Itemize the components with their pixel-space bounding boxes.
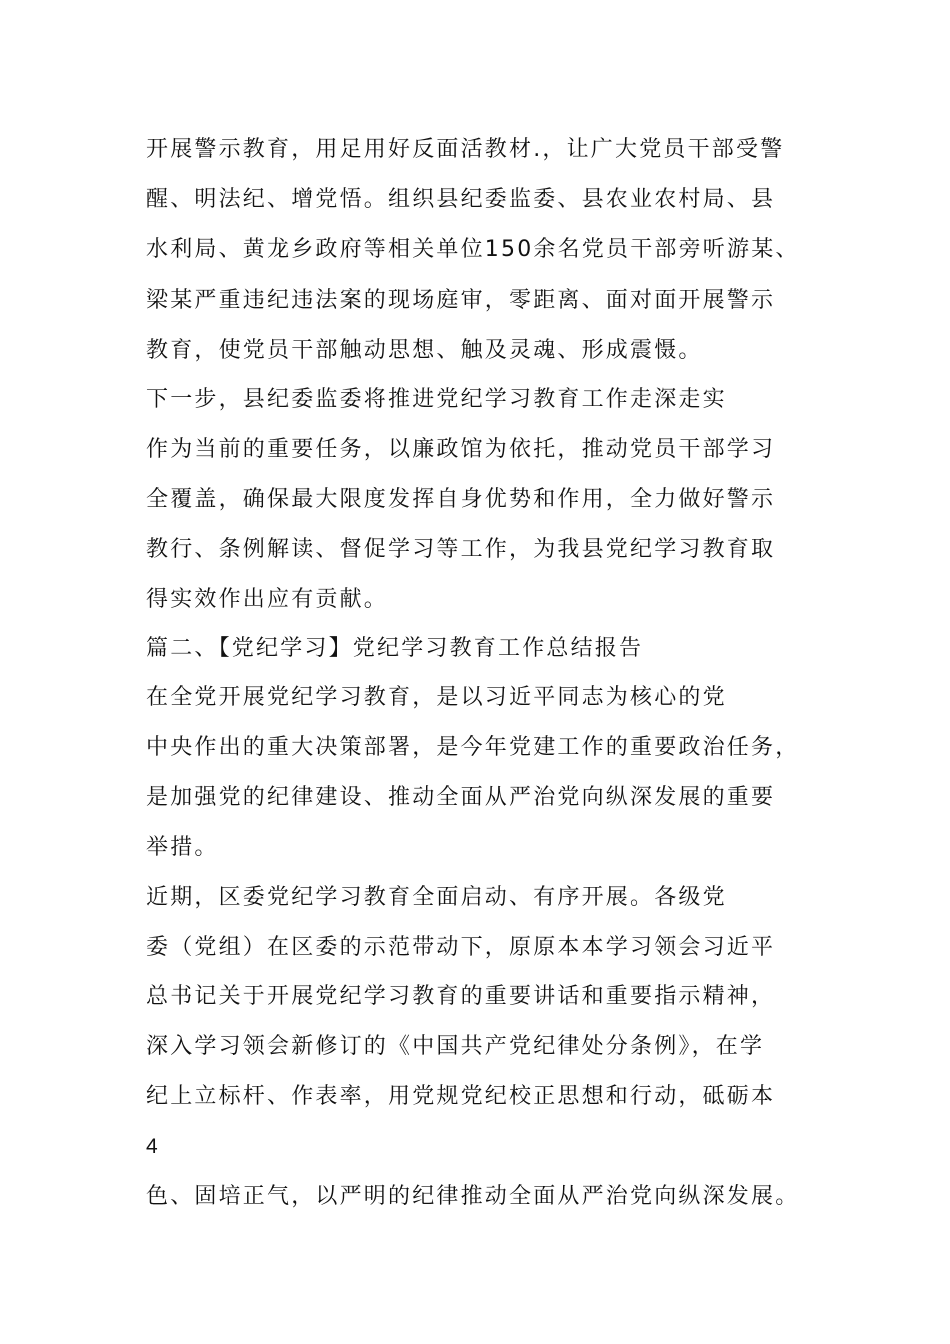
text-line: 中央作出的重大决策部署，是今年党建工作的重要政治任务，	[146, 735, 800, 760]
text-line: 是加强党的纪律建设、推动全面从严治党向纵深发展的重要	[146, 785, 776, 810]
text-line: 得实效作出应有贡献。	[146, 587, 389, 612]
text-line: 教育，使党员干部触动思想、触及灵魂、形成震慑。	[146, 338, 703, 363]
text-line: 近期，区委党纪学习教育全面启动、有序开展。各级党	[146, 885, 727, 910]
text-line: 水利局、黄龙乡政府等相关单位150余名党员干部旁听游某、	[146, 237, 800, 262]
text-line: 深入学习领会新修订的《中国共产党纪律处分条例》，在学	[146, 1034, 765, 1059]
page-number: 4	[146, 1135, 158, 1158]
text-line: 下一步，县纪委监委将推进党纪学习教育工作走深走实	[146, 387, 727, 412]
text-line: 作为当前的重要任务，以廉政馆为依托，推动党员干部学习	[146, 437, 776, 462]
text-line: 色、固培正气，以严明的纪律推动全面从严治党向纵深发展。	[146, 1184, 800, 1209]
section-heading: 篇二、【党纪学习】党纪学习教育工作总结报告	[146, 636, 644, 661]
text-line: 全覆盖，确保最大限度发挥自身优势和作用，全力做好警示	[146, 487, 776, 512]
text-line: 举措。	[146, 835, 219, 860]
text-line: 纪上立标杆、作表率，用党规党纪校正思想和行动，砥砺本	[146, 1084, 776, 1109]
text-line: 醒、明法纪、增党悟。组织县纪委监委、县农业农村局、县	[146, 187, 776, 212]
text-line: 开展警示教育，用足用好反面活教材.，让广大党员干部受警	[146, 137, 785, 162]
text-line: 总书记关于开展党纪学习教育的重要讲话和重要指示精神，	[146, 984, 776, 1009]
text-line: 教行、条例解读、督促学习等工作，为我县党纪学习教育取	[146, 537, 776, 562]
text-line: 委（党组）在区委的示范带动下，原原本本学习领会习近平	[146, 935, 776, 960]
text-line: 梁某严重违纪违法案的现场庭审，零距离、面对面开展警示	[146, 288, 776, 313]
text-line: 在全党开展党纪学习教育，是以习近平同志为核心的党	[146, 685, 727, 710]
